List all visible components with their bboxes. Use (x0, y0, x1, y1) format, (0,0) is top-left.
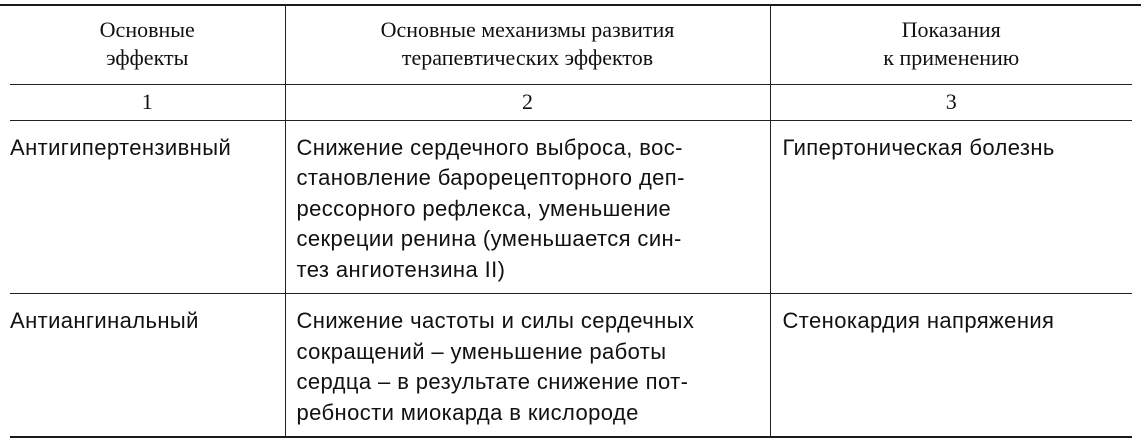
table-row (10, 294, 1132, 438)
header-row (10, 6, 1132, 84)
mechanism-line: секреции ренина (уменьшается син- (296, 226, 682, 251)
indication-cell: Стенокардия напряжения (770, 294, 1132, 438)
mechanism-line: тез ангиотензина II) (296, 256, 506, 282)
header-indications (770, 6, 1132, 84)
header-line: терапевтических эффектов (401, 45, 654, 70)
header-line: Показания (901, 17, 1001, 42)
column-number: 2 (285, 84, 770, 120)
mechanism-line: Снижение частоты и силы сердечных (296, 308, 695, 333)
column-number-row (10, 84, 1132, 120)
effects-table (10, 6, 1132, 438)
column-number: 1 (10, 84, 285, 120)
mechanism-cell (285, 120, 770, 294)
mechanism-line: сокращений – уменьшение работы (296, 338, 667, 364)
column-number: 3 (770, 84, 1132, 120)
header-line: Основные механизмы развития (380, 17, 675, 42)
header-line: к применению (883, 45, 1020, 70)
header-line: Основные (99, 17, 195, 42)
mechanism-line: сердца – в результате снижение пот- (296, 369, 689, 394)
indication-cell: Гипертоническая болезнь (770, 120, 1132, 294)
header-mechanisms (285, 6, 770, 84)
header-effects (10, 6, 285, 84)
mechanism-line: становление барорецепторного деп- (296, 165, 685, 190)
effect-cell: Антиангинальный (10, 294, 285, 438)
mechanism-cell (285, 294, 770, 438)
effect-cell: Антигипертензивный (10, 120, 285, 294)
header-line: эффекты (106, 45, 189, 70)
mechanism-line: рессорного рефлекса, уменьшение (296, 195, 672, 221)
mechanism-line: ребности миокарда в кислороде (296, 399, 639, 425)
mechanism-line: Снижение сердечного выброса, вос- (296, 134, 683, 160)
table-row (10, 120, 1132, 294)
